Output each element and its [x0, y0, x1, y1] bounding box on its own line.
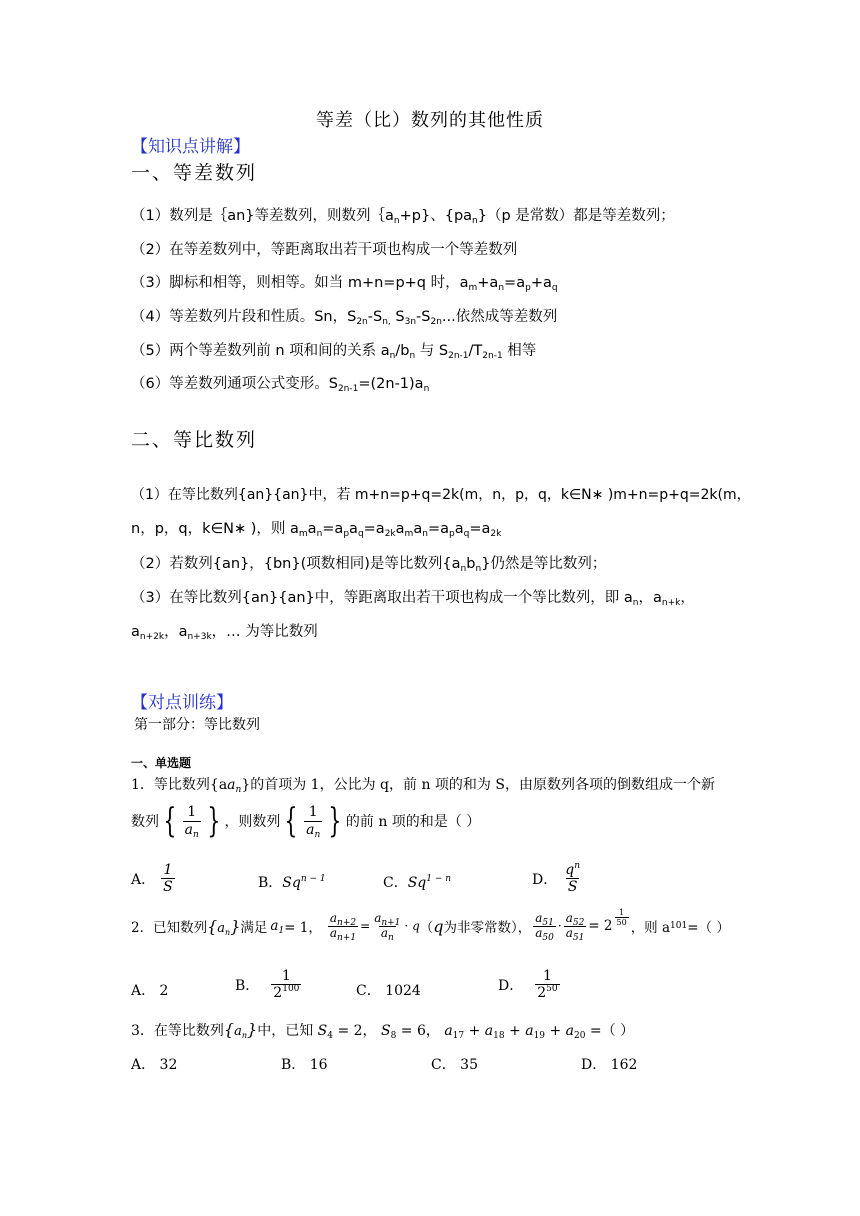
- geo-line-3: （2）若数列{an}，{bn}(项数相同)是等比数列$\{a_nb_n\}$仍然是等比数列；: [131, 556, 607, 574]
- q2-option-d[interactable]: D． $\frac{1}{2^{50}}$: [498, 968, 558, 1002]
- single-choice-heading: 一、单选题: [131, 756, 192, 770]
- left-brace-icon: {: [163, 801, 177, 841]
- q3-stem: 3．在等比数列$\{a_n\}$中，已知 $S_4 = 2$， $S_8 = 6$， $a_{17} + a_{18} + a_{19} + a_{20}$ =（ ）: [131, 1020, 635, 1041]
- arith-line-1: （1）数列是｛an}等差数列，则数列$\{a_n+p$}、$\{pa_n\}(p$ 是常数）都是等差数列；: [131, 208, 675, 226]
- arith-line-3: （3）脚标和相等，则相等。如当 m+n=p+q 时，$a_m+a_n=a_p+a_q$: [131, 275, 558, 293]
- section-training-heading: 【对点训练】: [131, 693, 233, 713]
- part-label: 第一部分：等比数列: [134, 717, 260, 733]
- q3-option-a[interactable]: A． 32: [131, 1057, 178, 1073]
- right-brace-icon: }: [207, 801, 221, 841]
- arith-line-6: （6）等差数列通项公式变形。$S_{2n-1}=(2n-1)a_n$: [131, 376, 430, 394]
- arith-line-4: （4）等差数列片段和性质。Sn，$S_{2n}-S_{n,}$ $S_{3n}-S_{2n}$...依然成等差数列: [131, 309, 558, 327]
- geo-line-2: n，p，q，k∈N∗ )，则 $a_ma_n=a_pa_q=a_{2k}a_ma_n=a_pa_q=a_{2k}$: [131, 521, 502, 539]
- q3-option-d[interactable]: D． 162: [581, 1057, 638, 1073]
- q1-option-a[interactable]: A． $\frac{1}{S}$: [131, 862, 173, 896]
- q1-stem-line1: 1．等比数列$\{aa_n\}$的首项为 1，公比为 q，前 n 项的和为 S，由原数列各项的倒数组成一个新: [131, 777, 715, 795]
- q2-option-b[interactable]: B． $\frac{1}{2^{100}}$: [235, 968, 300, 1002]
- q3-option-b[interactable]: B． 16: [281, 1057, 328, 1073]
- arith-heading: 一、等差数列: [131, 162, 258, 184]
- q1-fraction-2: $\frac{1}{a_n}$: [306, 804, 321, 840]
- q2-option-c[interactable]: C． 1024: [356, 983, 421, 999]
- geo-heading: 二、等比数列: [131, 429, 258, 451]
- q1-fraction-1: $\frac{1}{a_n}$: [184, 804, 199, 840]
- geo-line-4: （3）在等比数列{an}{an}中，等距离取出若干项也构成一个等比数列，即 $a_n$，$a_{n+k}$，: [131, 590, 695, 608]
- left-brace-icon: {: [284, 801, 298, 841]
- q2-option-a[interactable]: A． 2: [131, 983, 169, 999]
- q1-stem-line2: 数列 { $\frac{1}{a_n}$ } ，则数列 { $\frac{1}{a_n}$ } 的前 n 项的和是（ ）: [131, 801, 481, 841]
- q1-option-d[interactable]: D． $\frac{q^n}{S}$: [532, 861, 580, 896]
- q1-option-b[interactable]: B．$Sq^{n - 1}$: [258, 874, 326, 891]
- page-title: 等差（比）数列的其他性质: [316, 110, 544, 131]
- right-brace-icon: }: [328, 801, 342, 841]
- q1-option-c[interactable]: C．$Sq^{1 - n}$: [383, 874, 452, 891]
- geo-line-1: （1）在等比数列{an}{an}中，若 m+n=p+q=2k(m，n，p，q，k∈N∗ )m+n=p+q=2k(m，: [131, 487, 751, 503]
- geo-line-5: $a_{n+2k}$，$a_{n+3k}$，… 为等比数列: [131, 624, 318, 642]
- q2-stem: 2．已知数列 $\{a_n\}$ 满足 $a_1$ = 1， $\frac{a_{n+2}}{a_{n+1}}$ = $\frac{a_{n+1}}{a_n}$ · q （ q 为非零常数）， $\frac{a_{51}}{a_{50}}$ · $\frac{a_{52}}{a_{51}}$ = 2 $\frac{1}{50}$ ，则 a 101 =（ ）: [131, 908, 730, 943]
- section-knowledge-heading: 【知识点讲解】: [131, 137, 250, 157]
- arith-line-5: （5）两个等差数列前 n 项和间的关系 $a_n/b_n$ 与 $S_{2n-1}/T_{2n-1}$ 相等: [131, 343, 537, 361]
- q3-option-c[interactable]: C． 35: [431, 1057, 478, 1073]
- arith-line-2: （2）在等差数列中，等距离取出若干项也构成一个等差数列: [131, 242, 518, 258]
